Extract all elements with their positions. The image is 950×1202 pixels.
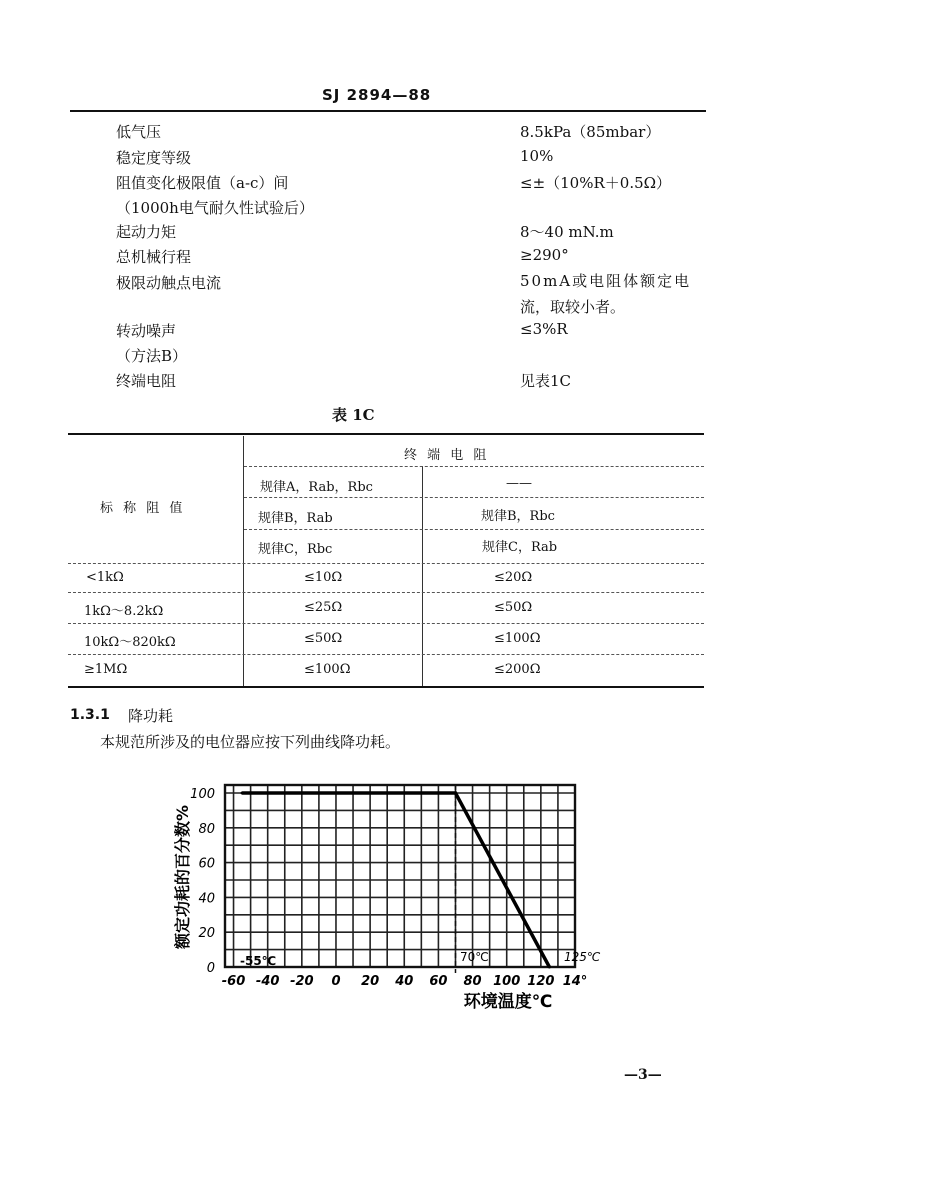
table-row-right: ≤100Ω: [494, 631, 541, 646]
spec-value: ≤±（10%R＋0.5Ω）: [520, 174, 672, 192]
spec-value: 50mA或电阻体额定电: [520, 272, 692, 290]
spec-value: 见表1C: [520, 372, 572, 390]
chart-annotation-low: -55℃: [240, 954, 277, 968]
column-header: 终 端 电 阻: [404, 448, 490, 463]
chart-grid: [225, 785, 575, 973]
spec-label: 起动力矩: [116, 223, 177, 241]
x-tick-label: 120: [527, 974, 555, 989]
spec-value-continued: 流，取较小者。: [520, 298, 626, 316]
table-row-right: ≤200Ω: [494, 662, 541, 677]
spec-value: 10%: [520, 147, 554, 165]
curve-point: [454, 792, 457, 795]
chart-x-ticks: [222, 974, 588, 989]
chart-x-axis-label: 环境温度℃: [463, 992, 553, 1012]
spec-label: 阻值变化极限值（a-c）间: [116, 174, 289, 192]
x-tick-label: 60: [429, 974, 448, 989]
x-tick-label: -40: [255, 974, 280, 989]
sub-header-left: 规律C，Rbc: [258, 542, 333, 557]
row-divider: [244, 466, 704, 467]
section-intro: 本规范所涉及的电位器应按下列曲线降功耗。: [100, 733, 401, 751]
x-tick-label: 80: [463, 974, 482, 989]
curve-point: [548, 966, 551, 969]
y-tick-label: 0: [206, 961, 215, 976]
table-bottom-rule: [68, 686, 704, 688]
sub-header-left: 规律B，Rab: [258, 511, 333, 526]
spec-label: 极限动触点电流: [116, 274, 222, 292]
spec-label: 低气压: [116, 123, 162, 141]
x-tick-label: 40: [395, 974, 414, 989]
spec-label: 终端电阻: [116, 372, 177, 390]
row-divider: [244, 529, 704, 530]
x-tick-label: -20: [290, 974, 314, 989]
table-row-range: ≥1MΩ: [84, 662, 128, 677]
table-top-rule: [68, 433, 704, 435]
page-number: —3—: [624, 1067, 662, 1083]
table-row-range: 10kΩ～820kΩ: [84, 635, 176, 650]
x-tick-label: 14°: [562, 974, 588, 989]
spec-value: ≤3%R: [520, 320, 568, 338]
x-tick-label: 100: [493, 974, 521, 989]
spec-label: 转动噪声: [116, 322, 177, 340]
table-row-range: <1kΩ: [86, 570, 124, 585]
table-divider: [243, 436, 244, 686]
row-divider: [68, 563, 704, 564]
sub-header-right: 规律C，Rab: [482, 540, 558, 555]
chart-annotation-knee: 70℃: [460, 950, 489, 964]
document-code: SJ 2894—88: [322, 86, 432, 104]
spec-value: 8.5kPa（85mbar）: [520, 123, 661, 141]
curve-point: [241, 792, 244, 795]
section-title: 降功耗: [128, 707, 174, 725]
table-row-left: ≤25Ω: [304, 600, 343, 615]
chart-annotation-high: 125℃: [564, 950, 601, 964]
table-row-range: 1kΩ～8.2kΩ: [84, 604, 164, 619]
table-row-left: ≤100Ω: [304, 662, 351, 677]
y-tick-label: 40: [198, 891, 215, 907]
y-tick-label: 20: [198, 926, 215, 942]
chart-y-axis-label: 额定功耗的百分数%: [173, 804, 192, 950]
spec-label: 总机械行程: [116, 248, 192, 266]
row-header: 标 称 阻 值: [100, 501, 186, 516]
section-number: 1.3.1: [70, 707, 110, 723]
x-tick-label: 0: [331, 974, 341, 989]
sub-header-right: 规律B，Rbc: [481, 509, 555, 524]
row-divider: [68, 654, 704, 655]
table-row-left: ≤10Ω: [304, 570, 343, 585]
sub-header-right: ——: [506, 476, 532, 491]
row-divider: [68, 623, 704, 624]
y-tick-label: 60: [198, 856, 215, 872]
spec-label: （方法B）: [116, 347, 188, 365]
sub-header-left: 规律A，Rab，Rbc: [260, 480, 373, 495]
x-tick-label: -60: [221, 974, 246, 989]
x-tick-label: 20: [361, 974, 380, 989]
y-tick-label: 100: [190, 787, 215, 802]
spec-value: ≥290°: [520, 246, 569, 264]
row-divider: [244, 497, 704, 498]
spec-value: 8～40 mN.m: [520, 223, 614, 241]
chart-frame: [225, 785, 575, 967]
chart-y-ticks: [190, 787, 215, 976]
spec-label: 稳定度等级: [116, 149, 192, 167]
table-row-right: ≤50Ω: [494, 600, 533, 615]
derating-chart: [160, 765, 620, 1015]
spec-label: （1000h电气耐久性试验后）: [116, 199, 314, 217]
table-row-left: ≤50Ω: [304, 631, 343, 646]
table-divider: [422, 466, 423, 686]
table-row-right: ≤20Ω: [494, 570, 533, 585]
table-caption: 表 1C: [332, 406, 375, 424]
y-tick-label: 80: [198, 821, 215, 837]
header-rule: [70, 110, 706, 112]
row-divider: [68, 592, 704, 593]
